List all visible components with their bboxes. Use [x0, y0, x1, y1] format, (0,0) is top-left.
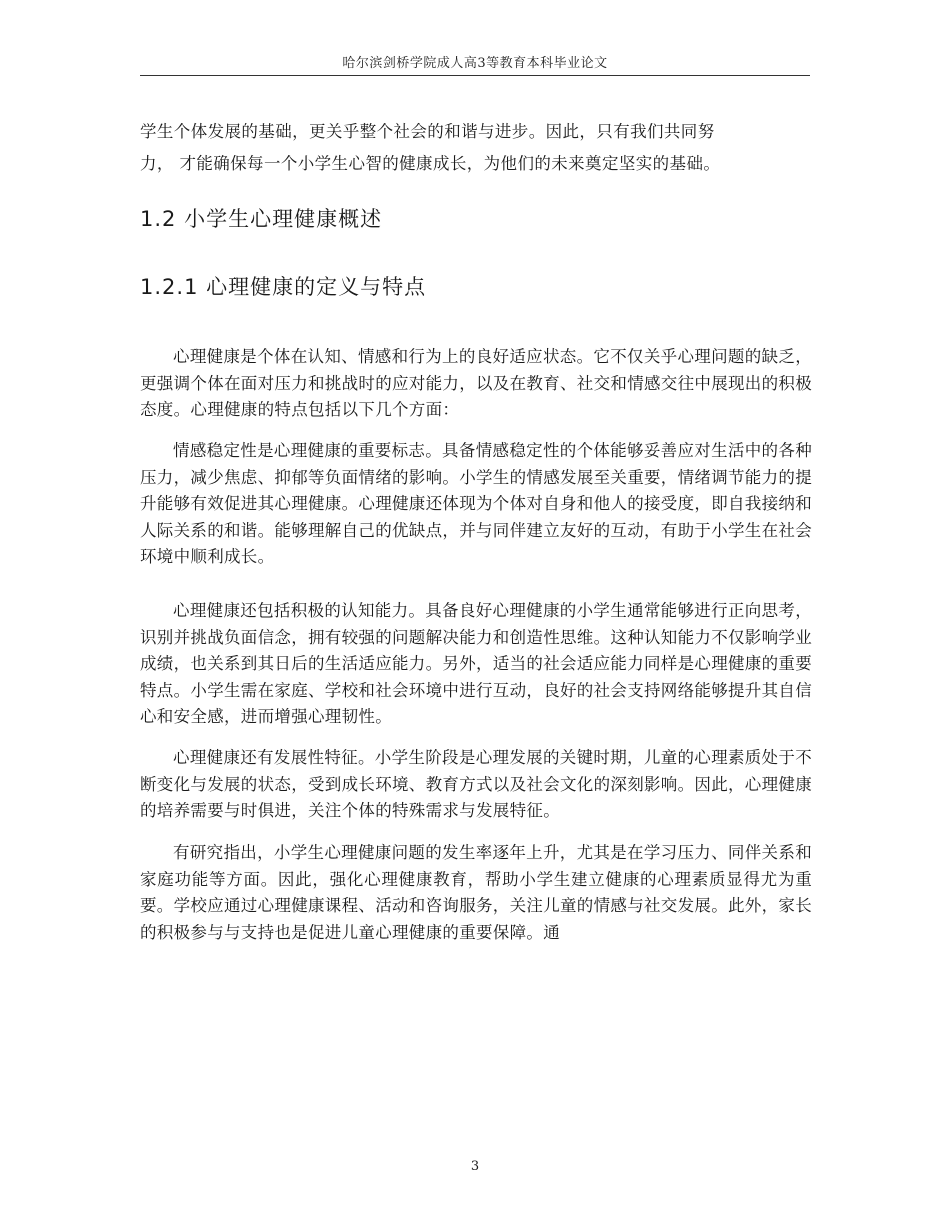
paragraph-cognitive-ability: 心理健康还包括积极的认知能力。具备良好心理健康的小学生通常能够进行正向思考，识别并挑战负面信念，拥有较强的问题解决能力和创造性思维。这种认知能力不仅影响学业成绩，也关系到其日后的生活适应能力。另外，适当的社会适应能力同样是心理健康的重要特点。小学生需在家庭、学校和社会环境中进行互动，良好的社会支持网络能够提升其自信心和安全感，进而增强心理韧性。: [140, 601, 812, 726]
paragraph-emotional-stability: 情感稳定性是心理健康的重要标志。具备情感稳定性的个体能够妥善应对生活中的各种压力，减少焦虑、抑郁等负面情绪的影响。小学生的情感发展至关重要，情绪调节能力的提升能够有效促进其心理健康。心理健康还体现为个体对自身和他人的接受度，即自我接纳和人际关系的和谐。能够理解自己的优缺点，并与同伴建立友好的互动，有助于小学生在社会环境中顺利成长。: [140, 441, 812, 566]
intro-line-1: 学生个体发展的基础，更关乎整个社会的和谐与进步。因此，只有我们共同努: [140, 122, 715, 141]
paragraph-developmental-features: 心理健康还有发展性特征。小学生阶段是心理发展的关键时期，儿童的心理素质处于不断变化与发展的状态，受到成长环境、教育方式以及社会文化的深刻影响。因此，心理健康的培养需要与时俱进，关注个体的特殊需求与发展特征。: [140, 748, 812, 820]
section-heading: 1.2 小学生心理健康概述: [140, 207, 383, 231]
paragraph-research-findings: 有研究指出，小学生心理健康问题的发生率逐年上升，尤其是在学习压力、同伴关系和家庭功能等方面。因此，强化心理健康教育，帮助小学生建立健康的心理素质显得尤为重要。学校应通过心理健康课程、活动和咨询服务，关注儿童的情感与社交发展。此外，家长的积极参与与支持也是促进儿童心理健康的重要保障。通: [140, 843, 812, 942]
header-divider: [140, 75, 810, 76]
paragraph-definition: 心理健康是个体在认知、情感和行为上的良好适应状态。它不仅关乎心理问题的缺乏，更强调个体在面对压力和挑战时的应对能力，以及在教育、社交和情感交往中展现出的积极态度。心理健康的特点包括以下几个方面：: [140, 347, 812, 419]
page-number: 3: [470, 1159, 480, 1174]
intro-line-2: 力， 才能确保每一个小学生心智的健康成长，为他们的未来奠定坚实的基础。: [140, 154, 721, 173]
subsection-heading: 1.2.1 心理健康的定义与特点: [140, 275, 427, 299]
page-header: 哈尔滨剑桥学院成人高3等教育本科毕业论文: [342, 56, 608, 71]
